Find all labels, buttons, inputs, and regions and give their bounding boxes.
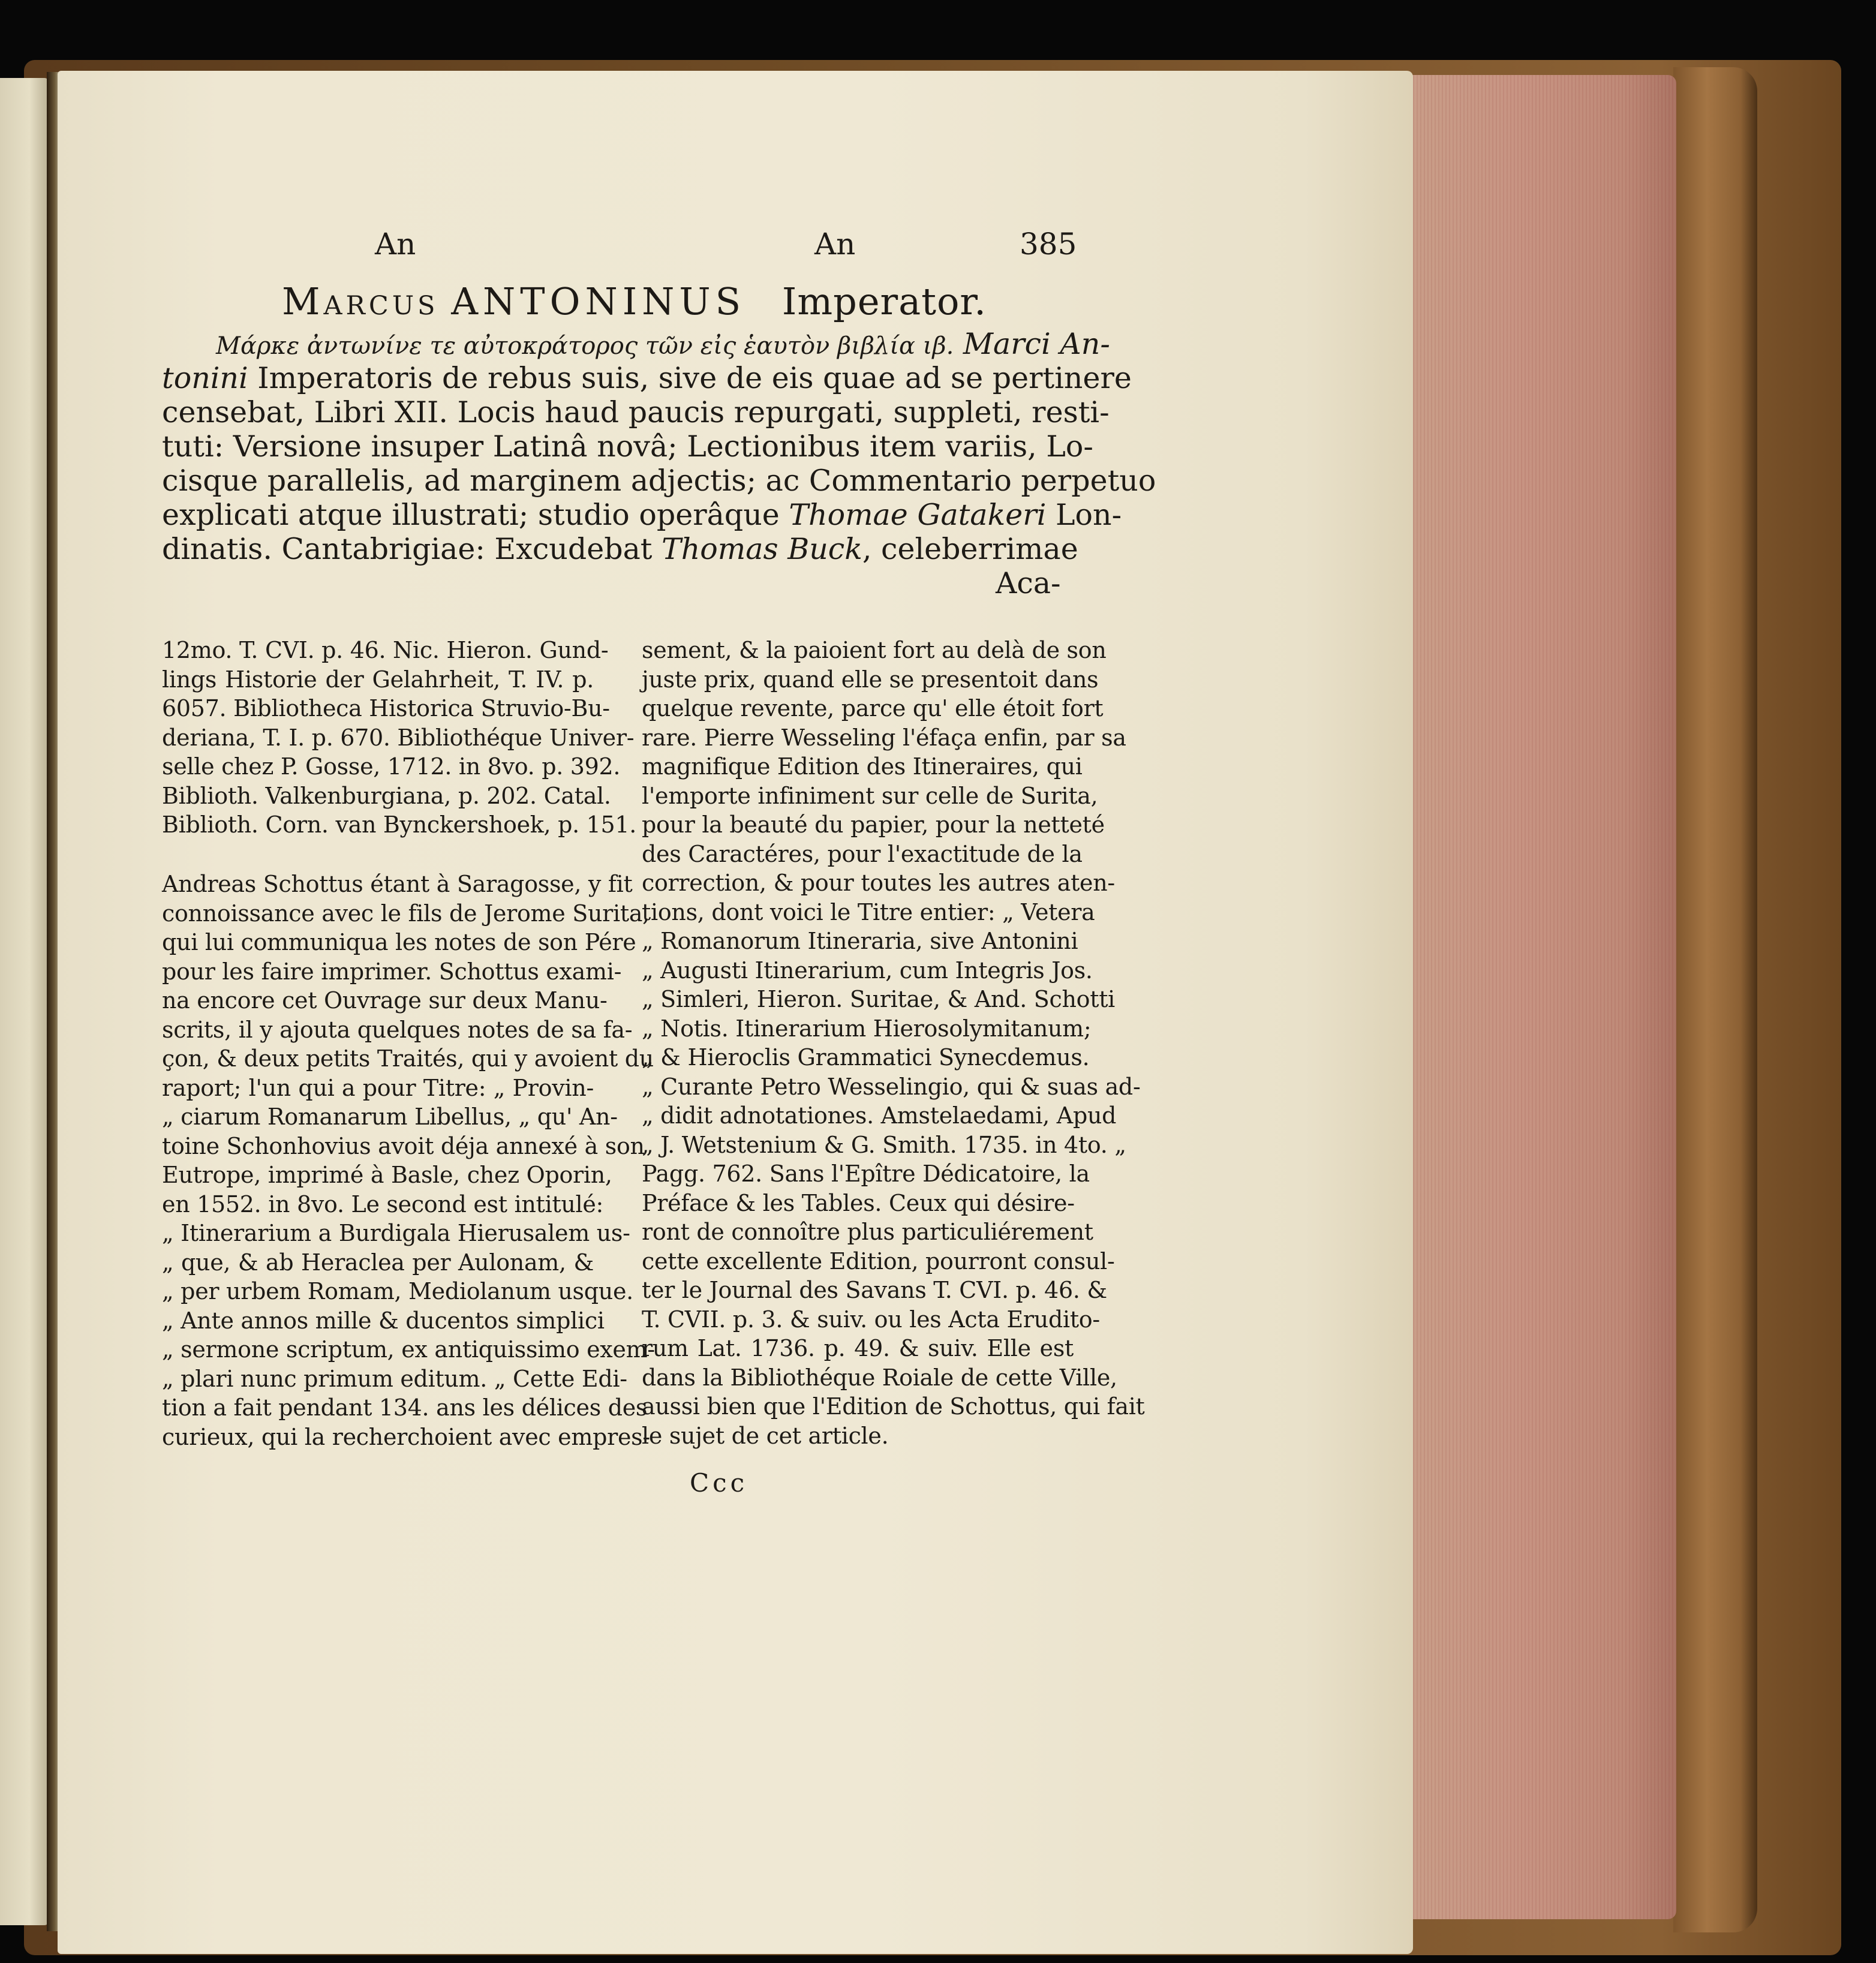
column-line: raport; l'un qui a pour Titre: „ Provin-: [162, 1074, 594, 1101]
column-line: lings Historie der Gelahrheit, T. IV. p.: [162, 666, 594, 693]
column-line: Andreas Schottus étant à Saragosse, y fit: [162, 871, 633, 897]
catchword: Aca-: [996, 566, 1061, 600]
entry-line-2: tonini Imperatoris de rebus suis, sive de eis quae ad se pertinere: [162, 361, 1132, 395]
entry-line-3: censebat, Libri XII. Locis haud paucis repurgati, suppleti, resti-: [162, 395, 1110, 429]
column-line: „ Augusti Itinerarium, cum Integris Jos.: [642, 957, 1093, 984]
column-line: T. CVII. p. 3. & suiv. ou les Acta Erudito-: [642, 1306, 1100, 1333]
column-line: connoissance avec le fils de Jerome Surita,: [162, 900, 650, 927]
entry-line-5: cisque parallelis, ad marginem adjectis; ac Commentario perpetuo: [162, 464, 1156, 498]
column-line: tions, dont voici le Titre entier: „ Vetera: [642, 898, 1095, 925]
column-line: quelque revente, parce qu' elle étoit fort: [642, 695, 1104, 722]
column-line: curieux, qui la recherchoient avec empres-: [162, 1423, 650, 1450]
column-line: na encore cet Ouvrage sur deux Manu-: [162, 987, 608, 1014]
column-line: rum Lat. 1736. p. 49. & suiv. Elle est: [642, 1335, 1074, 1361]
entry-title: [282, 279, 987, 323]
page-number: 385: [1020, 227, 1077, 261]
column-line: Préface & les Tables. Ceux qui désire-: [642, 1189, 1075, 1216]
column-line: juste prix, quand elle se presentoit dans: [642, 666, 1099, 693]
column-line: tion a fait pendant 134. ans les délices des: [162, 1394, 648, 1421]
column-line: „ Curante Petro Wesselingio, qui & suas ad-: [642, 1073, 1141, 1100]
column-line: des Caractéres, pour l'exactitude de la: [642, 840, 1083, 867]
column-line: correction, & pour toutes les autres aten-: [642, 870, 1115, 896]
column-line: „ sermone scriptum, ex antiquissimo exem-: [162, 1336, 655, 1363]
title-role: Imperator.: [781, 279, 987, 323]
entry-line-7: dinatis. Cantabrigiae: Excudebat Thomas Buck, celeberrimae: [162, 532, 1078, 566]
entry-line-1: Μάρκε ἀντωνίνε τε αὐτοκράτορος τῶν εἰς ἑαυτὸν βιβλία ιβ. Marci An-: [216, 327, 1110, 361]
column-line: „ J. Wetstenium & G. Smith. 1735. in 4to. „: [642, 1131, 1126, 1158]
column-line: rare. Pierre Wesseling l'éfaça enfin, par sa: [642, 724, 1126, 751]
column-line: 12mo. T. CVI. p. 46. Nic. Hieron. Gund-: [162, 637, 609, 663]
column-line: pour les faire imprimer. Schottus exami-: [162, 958, 622, 985]
column-line: en 1552. in 8vo. Le second est intitulé:: [162, 1191, 604, 1218]
column-line: ront de connoître plus particuliérement: [642, 1219, 1093, 1245]
title-first-name: Marcus: [282, 279, 439, 323]
column-line: 6057. Bibliotheca Historica Struvio-Bu-: [162, 695, 610, 722]
column-line: „ plari nunc primum editum. „ Cette Edi-: [162, 1365, 627, 1392]
column-line: „ Simleri, Hieron. Suritae, & And. Schotti: [642, 986, 1116, 1012]
column-line: deriana, T. I. p. 670. Bibliothéque Univer-: [162, 724, 635, 751]
column-line: „ que, & ab Heraclea per Aulonam, &: [162, 1249, 594, 1276]
column-line: Eutrope, imprimé à Basle, chez Oporin,: [162, 1162, 612, 1188]
title-name: ANTONINUS: [451, 279, 746, 323]
column-line: ter le Journal des Savans T. CVI. p. 46. &: [642, 1277, 1107, 1303]
column-line: „ Notis. Itinerarium Hierosolymitanum;: [642, 1015, 1092, 1042]
column-line: scrits, il y ajouta quelques notes de sa fa-: [162, 1016, 633, 1043]
column-line: toine Schonhovius avoit déja annexé à son: [162, 1132, 645, 1159]
running-head-left: An: [375, 227, 416, 261]
column-line: cette excellente Edition, pourront consul-: [642, 1247, 1115, 1274]
facing-page-edge: [0, 78, 49, 1925]
column-line: „ didit adnotationes. Amstelaedami, Apud: [642, 1102, 1117, 1129]
column-line: „ ciarum Romanarum Libellus, „ qu' An-: [162, 1104, 618, 1130]
column-line: Biblioth. Valkenburgiana, p. 202. Catal.: [162, 782, 611, 809]
column-line: qui lui communiqua les notes de son Pére: [162, 929, 636, 955]
column-line: „ per urbem Romam, Mediolanum usque.: [162, 1278, 633, 1304]
column-line: „ Romanorum Itineraria, sive Antonini: [642, 928, 1078, 954]
column-line: pour la beauté du papier, pour la netteté: [642, 811, 1105, 838]
column-line: selle chez P. Gosse, 1712. in 8vo. p. 392.: [162, 753, 621, 780]
entry-line-6: explicati atque illustrati; studio operâque Thomae Gatakeri Lon-: [162, 498, 1122, 532]
column-line: „ Itinerarium a Burdigala Hierusalem us-: [162, 1220, 630, 1246]
column-line: aussi bien que l'Edition de Schottus, qui fait: [642, 1393, 1145, 1420]
column-line: Pagg. 762. Sans l'Epître Dédicatoire, la: [642, 1161, 1090, 1187]
entry-line-4: tuti: Versione insuper Latinâ novâ; Lectionibus item variis, Lo-: [162, 429, 1093, 464]
column-line: „ Ante annos mille & ducentos simplici: [162, 1307, 605, 1334]
greek-title: Μάρκε ἀντωνίνε τε αὐτοκράτορος τῶν εἰς ἑαυτὸν βιβλία ιβ.: [216, 332, 954, 360]
column-line: sement, & la paioient fort au delà de son: [642, 637, 1107, 663]
back-board: [1673, 67, 1757, 1932]
column-line: magnifique Edition des Itineraires, qui: [642, 753, 1083, 780]
signature-mark: Ccc: [690, 1468, 748, 1498]
column-line: Biblioth. Corn. van Bynckershoek, p. 151.: [162, 811, 637, 838]
column-line: le sujet de cet article.: [642, 1422, 889, 1449]
column-line: l'emporte infiniment sur celle de Surita,: [642, 782, 1098, 809]
column-line: dans la Bibliothéque Roiale de cette Ville,: [642, 1364, 1117, 1391]
column-line: çon, & deux petits Traités, qui y avoient du: [162, 1045, 654, 1072]
page-edges: [1409, 75, 1676, 1919]
column-line: „ & Hieroclis Grammatici Synecdemus.: [642, 1044, 1090, 1071]
running-head-center: An: [814, 227, 856, 261]
